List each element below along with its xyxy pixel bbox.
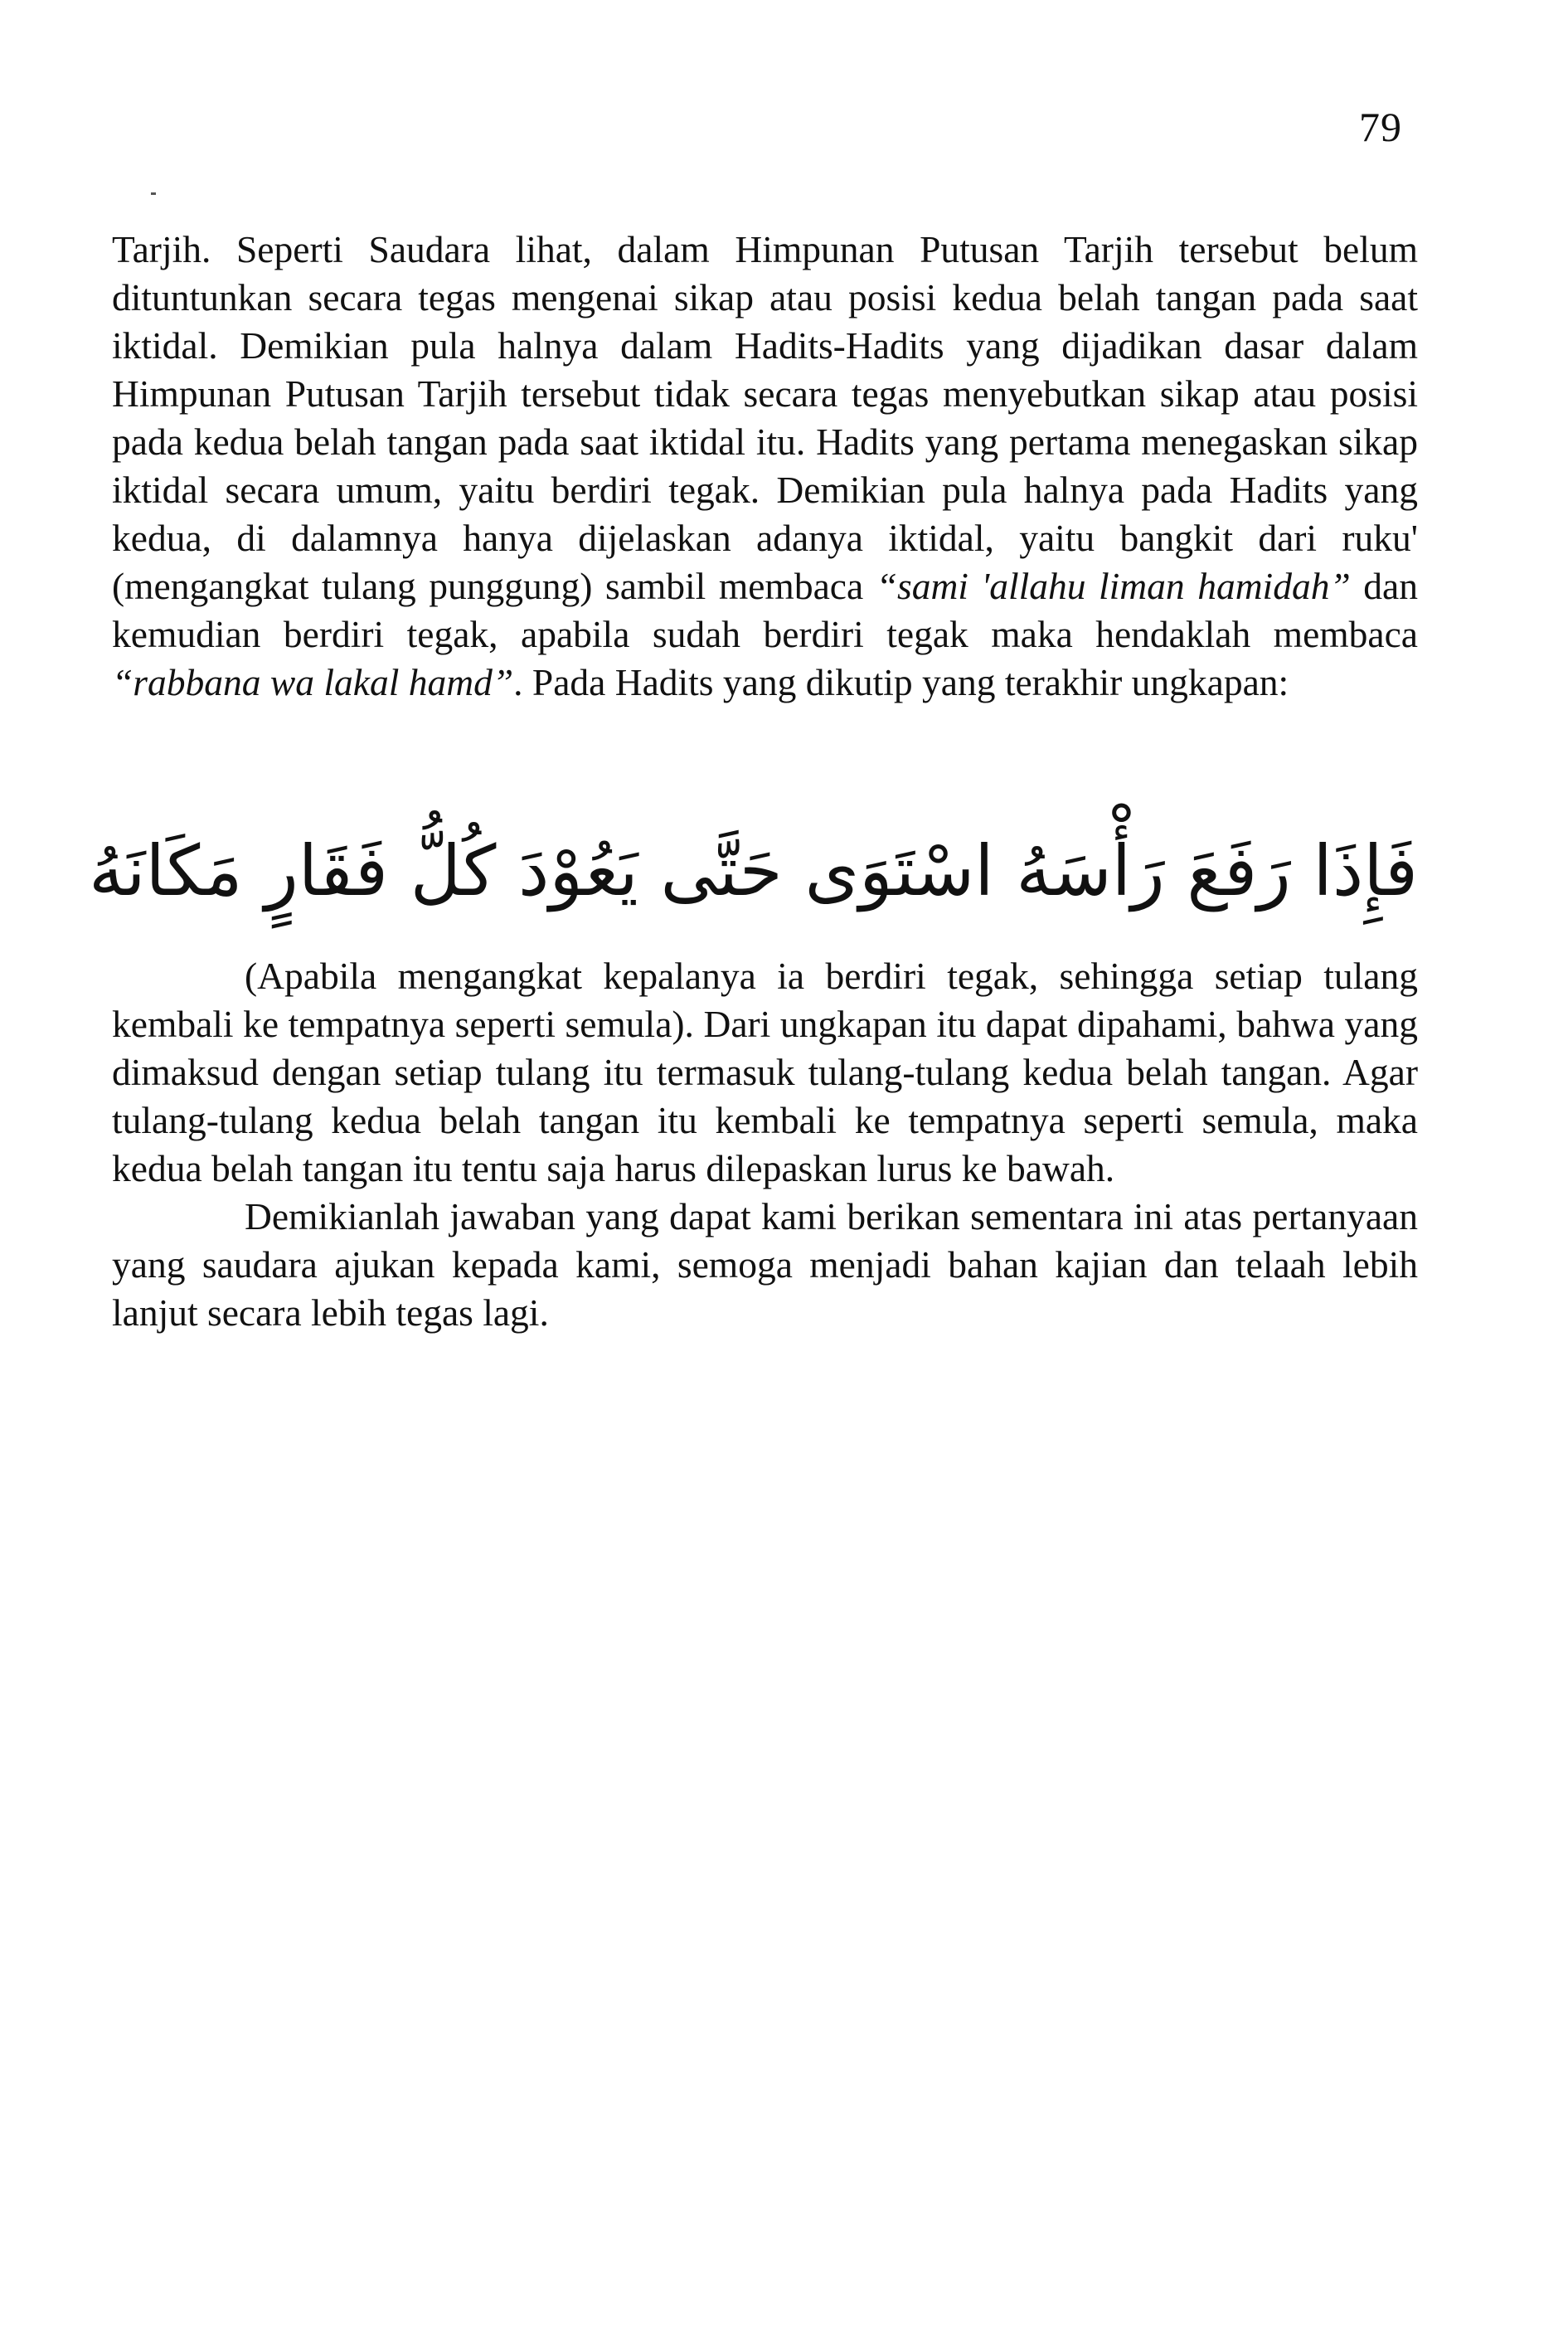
- paragraph-closing: Demikianlah jawaban yang dapat kami berikan sementara ini atas pertanyaan yang saudara ajukan kepada kami, semoga menjadi bahan kajian dan telaah lebih lanjut secara lebih tegas lagi.: [112, 1195, 1418, 1334]
- paragraph-text: Tarjih. Seperti Saudara lihat, dalam Himpunan Putusan Tarjih tersebut belum dituntunkan secara tegas mengenai sikap atau posisi kedua belah tangan pada saat iktidal. Demikian pula halnya dalam Hadits-Hadits yang dijadikan dasar dalam Himpunan Putusan Tarjih tersebut tidak secara tegas menyebutkan sikap atau posisi pada kedua belah tangan pada saat iktidal itu. Hadits yang pertama menegaskan sikap iktidal secara umum, yaitu berdiri tegak. Demikian pula halnya pada Hadits yang kedua, di dalamnya hanya dijelaskan adanya iktidal, yaitu bangkit dari ruku' (mengangkat tulang punggung) sambil membaca: [112, 228, 1418, 607]
- quote-rabbana: “rabbana wa lakal hamd”: [112, 661, 514, 703]
- paragraph-text-end: . Pada Hadits yang dikutip yang terakhir ungkapan:: [513, 661, 1289, 703]
- paragraph-translation: (Apabila mengangkat kepalanya ia berdiri tegak, sehingga setiap tulang kembali ke tempatnya seperti semula). Dari ungkapan itu dapat dipahami, bahwa yang dimaksud dengan setiap tulang itu termasuk tulang-tulang kedua belah tangan. Agar tulang-tulang kedua belah tangan itu kembali ke tempatnya seperti semula, maka kedua belah tangan itu tentu saja harus dilepaskan lurus ke bawah.: [112, 955, 1418, 1189]
- paragraph-text-mid: dan kemudian berdiri tegak, apabila sudah berdiri tegak maka hendaklah membaca: [112, 565, 1418, 655]
- paragraph-continuation: [112, 226, 1418, 707]
- scan-speck: [151, 192, 156, 195]
- quote-sami-allahu: “sami 'allahu liman hamidah”: [876, 565, 1351, 607]
- body-text-bottom: [112, 952, 1418, 1337]
- page-number: 79: [1359, 104, 1402, 150]
- arabic-hadith-quote: فَإِذَا رَفَعَ رَأْسَهُ اسْتَوَى حَتَّى يَعُوْدَ كُلُّ فَقَارٍ مَكَانَهُ: [89, 830, 1418, 912]
- body-text-top: [112, 226, 1418, 707]
